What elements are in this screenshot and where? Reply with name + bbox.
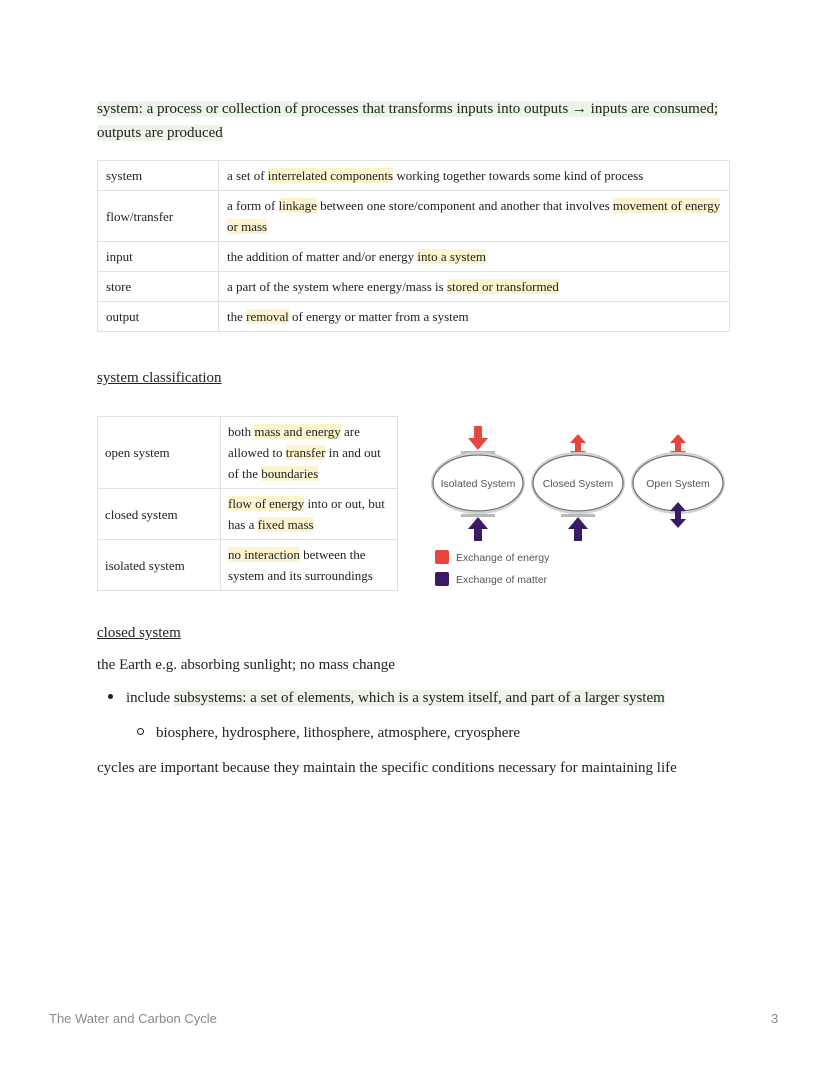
- classification-table: [97, 416, 398, 591]
- table-row: [98, 302, 730, 332]
- bullet-dot: [108, 694, 113, 699]
- matter-arrow-up: [568, 517, 588, 541]
- legend-label: Exchange of matter: [456, 574, 548, 586]
- cycles-paragraph: cycles are important because they maintain the specific conditions necessary for maintaining life: [97, 760, 677, 776]
- matter-swatch: [435, 572, 449, 586]
- table-row: [98, 272, 730, 302]
- term-cell: flow/transfer: [98, 191, 219, 242]
- term-cell: system: [98, 161, 219, 191]
- term-cell: open system: [98, 417, 221, 489]
- definition-cell: a part of the system where energy/mass is stored or transformed: [219, 272, 730, 302]
- system-diagram: [427, 420, 727, 592]
- definition-cell: no interaction between the system and its surroundings: [221, 540, 398, 591]
- definition-cell: a form of linkage between one store/component and another that involves movement of energy or mass: [219, 191, 730, 242]
- table-row: [98, 242, 730, 272]
- list-item: biosphere, hydrosphere, lithosphere, atmosphere, cryosphere: [137, 725, 520, 742]
- isolated-system: [432, 426, 524, 541]
- definition-cell: flow of energy into or out, but has a fixed mass: [221, 489, 398, 540]
- table-row: [98, 191, 730, 242]
- system-label: Closed System: [542, 478, 614, 490]
- term-cell: input: [98, 242, 219, 272]
- table-row: [98, 417, 398, 489]
- definitions-table: [97, 160, 730, 332]
- page-number: 3: [771, 1011, 779, 1026]
- legend: [435, 550, 550, 586]
- term-cell: store: [98, 272, 219, 302]
- table-row: [98, 161, 730, 191]
- footer-title: The Water and Carbon Cycle: [49, 1011, 217, 1026]
- definition-cell: a set of interrelated components working together towards some kind of process: [219, 161, 730, 191]
- closed-description: the Earth e.g. absorbing sunlight; no mass change: [97, 657, 395, 673]
- bullet-ring: [137, 728, 144, 735]
- term-cell: isolated system: [98, 540, 221, 591]
- section-heading: system classification: [97, 370, 222, 386]
- table-row: [98, 540, 398, 591]
- definition-cell: both mass and energy are allowed to transfer in and out of the boundaries: [221, 417, 398, 489]
- intro-paragraph: [97, 97, 737, 145]
- energy-arrow-down: [468, 426, 488, 450]
- intro-text: system: a process or collection of processes that transforms inputs into outputs → inputs are consumed; outputs are produced: [97, 101, 719, 141]
- term-cell: closed system: [98, 489, 221, 540]
- definition-cell: the addition of matter and/or energy into a system: [219, 242, 730, 272]
- matter-arrow-up: [468, 517, 488, 541]
- section-heading: closed system: [97, 625, 181, 641]
- term-cell: output: [98, 302, 219, 332]
- energy-swatch: [435, 550, 449, 564]
- definition-cell: the removal of energy or matter from a system: [219, 302, 730, 332]
- system-label: Isolated System: [440, 478, 516, 490]
- list-item: include subsystems: a set of elements, which is a system itself, and part of a larger system: [108, 690, 665, 707]
- open-system: [632, 434, 724, 528]
- closed-system: [532, 434, 624, 541]
- system-label: Open System: [646, 478, 710, 490]
- legend-label: Exchange of energy: [456, 552, 550, 564]
- table-row: [98, 489, 398, 540]
